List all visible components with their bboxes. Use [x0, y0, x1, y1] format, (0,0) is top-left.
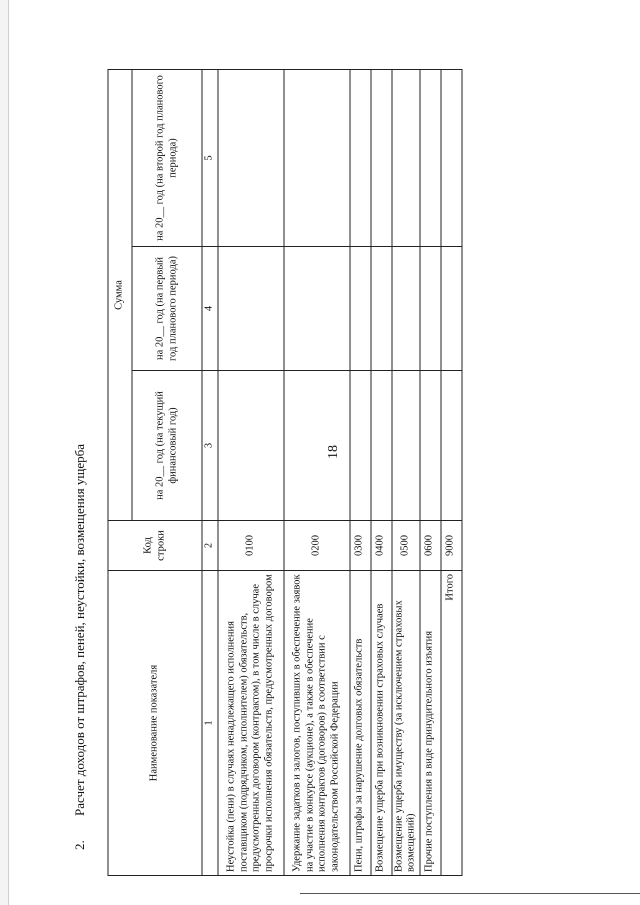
row-code: 0600 — [420, 521, 441, 571]
cell-year-current — [218, 371, 284, 521]
cell-year-current — [392, 371, 420, 521]
table-row — [392, 69, 420, 875]
cell-year-second — [441, 69, 462, 246]
row-name: Прочие поступления в виде принудительного изъятия — [420, 571, 441, 876]
scan-edge — [0, 0, 9, 905]
cell-year-current — [441, 371, 462, 521]
total-label: Итого — [441, 571, 462, 876]
total-code: 9000 — [441, 521, 462, 571]
table-row — [218, 69, 284, 875]
row-name: Возмещение ущерба имуществу (за исключением страховых возмещений) — [392, 571, 420, 876]
column-number: 5 — [202, 69, 218, 246]
cell-year-second — [350, 69, 371, 246]
row-name: Возмещение ущерба при возникновении страховых случаев — [371, 571, 392, 876]
row-code: 0400 — [371, 521, 392, 571]
table-row — [371, 69, 392, 875]
cell-year-first — [441, 247, 462, 371]
cell-year-first — [284, 247, 350, 371]
header-year-current: на 20__ год (на текущий финансовый год) — [132, 371, 202, 521]
income-table — [108, 69, 463, 876]
cell-year-second — [420, 69, 441, 246]
column-number: 2 — [202, 521, 218, 571]
header-year-first: на 20__ год (на первый год планового периода) — [132, 247, 202, 371]
column-number: 4 — [202, 247, 218, 371]
section-number: 2. — [72, 840, 87, 850]
row-code: 0300 — [350, 521, 371, 571]
header-name: Наименование показателя — [108, 571, 202, 876]
cell-year-second — [218, 69, 284, 246]
income-table-wrapper — [108, 70, 456, 876]
cell-year-first — [420, 247, 441, 371]
cell-year-current — [371, 371, 392, 521]
header-year-second: на 20__ год (на второй год планового периода) — [132, 69, 202, 246]
total-row — [441, 69, 462, 875]
section-heading — [71, 430, 89, 850]
column-number-row — [202, 69, 218, 875]
row-code: 0200 — [284, 521, 350, 571]
page-number: 18 — [326, 445, 341, 459]
cell-year-first — [218, 247, 284, 371]
row-code: 0100 — [218, 521, 284, 571]
row-name: Неустойка (пени) в случаях ненадлежащего исполнения поставщиком (подрядчиком, исполнителем) обязательств, предусмотренных договором (контрактом), в том числе в случае просрочки исполнения обязательств, предусмотренных договором — [218, 571, 284, 876]
row-name: Пени, штрафы за нарушение долговых обязательств — [350, 571, 371, 876]
column-number: 3 — [202, 371, 218, 521]
cell-year-second — [392, 69, 420, 246]
header-sum: Сумма — [108, 69, 132, 520]
scan-bottom-line — [300, 893, 640, 894]
cell-year-second — [284, 69, 350, 246]
header-code: Код строки — [108, 521, 202, 571]
column-number: 1 — [202, 571, 218, 876]
cell-year-first — [392, 247, 420, 371]
cell-year-first — [371, 247, 392, 371]
row-code: 0500 — [392, 521, 420, 571]
table-row — [420, 69, 441, 875]
row-name: Удержание задатков и залогов, поступивших в обеспечение заявок на участие в конкурсе (аукционе), а также в обеспечение исполнения контрактов (договоров) в соответствии с законодательством Российской Федерации — [284, 571, 350, 876]
cell-year-first — [350, 247, 371, 371]
cell-year-second — [371, 69, 392, 246]
cell-year-current — [420, 371, 441, 521]
table-row — [350, 69, 371, 875]
table-row — [284, 69, 350, 875]
header-row-1 — [108, 69, 132, 875]
cell-year-current — [350, 371, 371, 521]
cell-year-current — [284, 371, 350, 521]
section-title: Расчет доходов от штрафов, пеней, неустойки, возмещения ущерба — [72, 443, 87, 816]
